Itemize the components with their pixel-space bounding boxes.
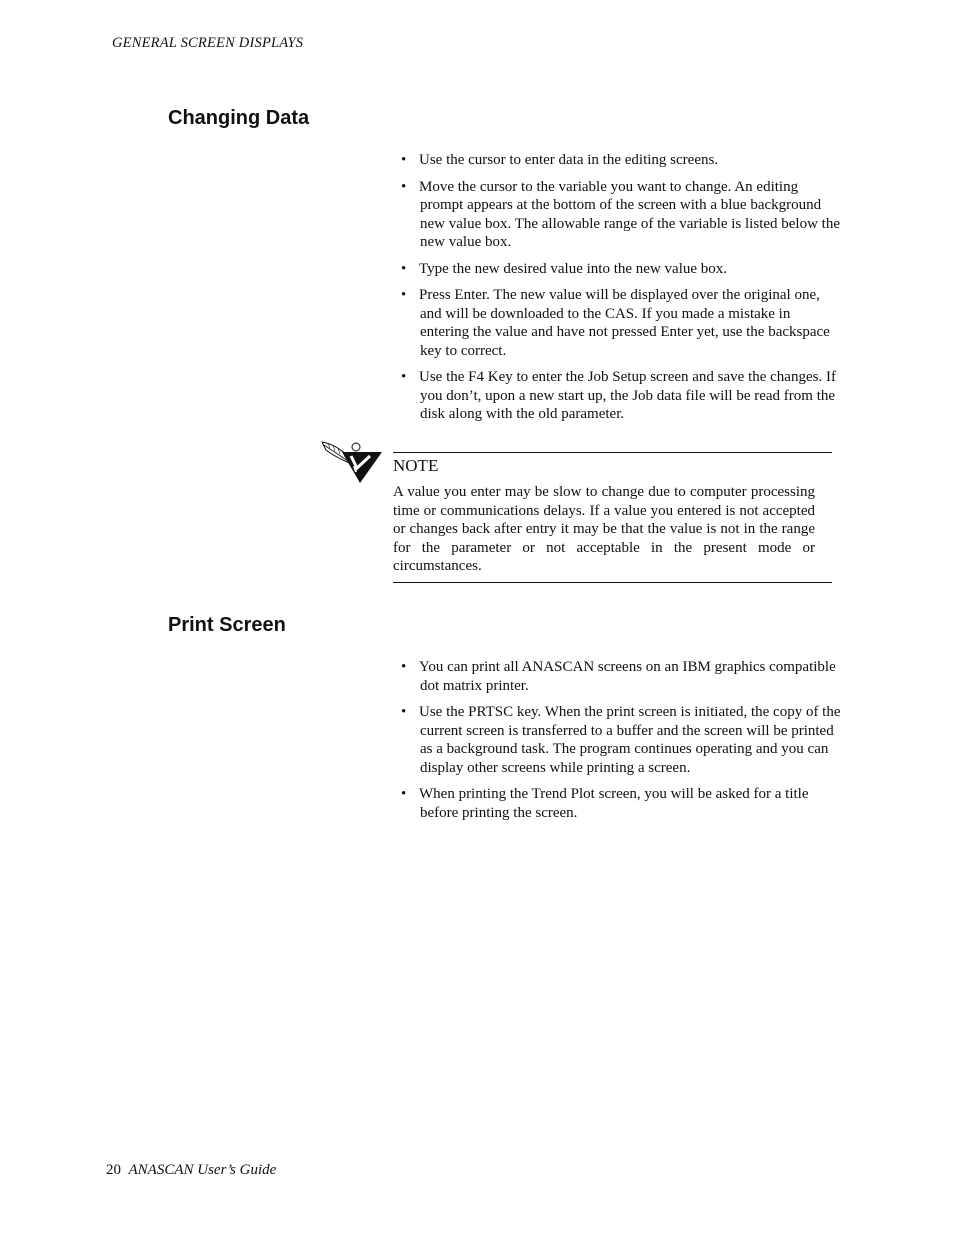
section-title-changing-data: Changing Data [168,107,310,129]
bullet-icon: • [401,152,407,168]
running-header: GENERAL SCREEN DISPLAYS [112,35,304,51]
bullet-icon: • [401,287,407,303]
list-item: • Use the PRTSC key. When the print screen is initiated, the copy of the current screen is transferred to a buffer and the screen will be printed as a background task. The program continues operating and you can display other screens while printing a screen. [401,704,841,776]
bullet-icon: • [401,260,407,277]
quill-pen-note-icon [320,438,384,486]
book-title: ANASCAN User’s Guide [128,1162,277,1178]
page-number: 20 [106,1162,121,1178]
section-title-print-screen: Print Screen [168,614,286,636]
list-item: • When printing the Trend Plot screen, you will be asked for a title before printing the screen. [401,786,809,821]
list-item: • Use the cursor to enter data in the editing screens. [401,152,719,168]
bullet-icon: • [401,786,407,802]
page-footer [106,1162,276,1179]
bullet-icon: • [401,178,407,195]
list-item: • You can print all ANASCAN screens on an IBM graphics compatible dot matrix printer. [401,659,836,694]
print-screen-bullet-list [400,658,842,830]
list-item: • Press Enter. The new value will be displayed over the original one, and will be downloaded to the CAS. If you made a mistake in entering the value and have not pressed Enter yet, use the backspace key to correct. [401,287,830,359]
changing-data-bullet-list [400,151,842,432]
bullet-icon: • [401,659,407,675]
bullet-icon: • [401,704,407,720]
list-item: • Use the F4 Key to enter the Job Setup screen and save the changes. If you don’t, upon a new start up, the Job data file will be read from the disk along with the old parameter. [401,369,836,422]
note-box [393,452,832,583]
list-item: • Move the cursor to the variable you want to change. An editing prompt appears at the bottom of the screen with a blue background new value box. The allowable range of the variable is listed below the new value box. [401,178,840,250]
note-text: A value you enter may be slow to change due to computer processing time or communications delays. If a value you entered is not accepted or changes back after entry it may be that the value is not in the range for the parameter or not acceptable in the present mode or circumstances. [393,484,815,575]
bullet-icon: • [401,369,407,385]
list-item: • Type the new desired value into the new value box. [401,260,728,277]
note-label: NOTE [393,456,439,475]
